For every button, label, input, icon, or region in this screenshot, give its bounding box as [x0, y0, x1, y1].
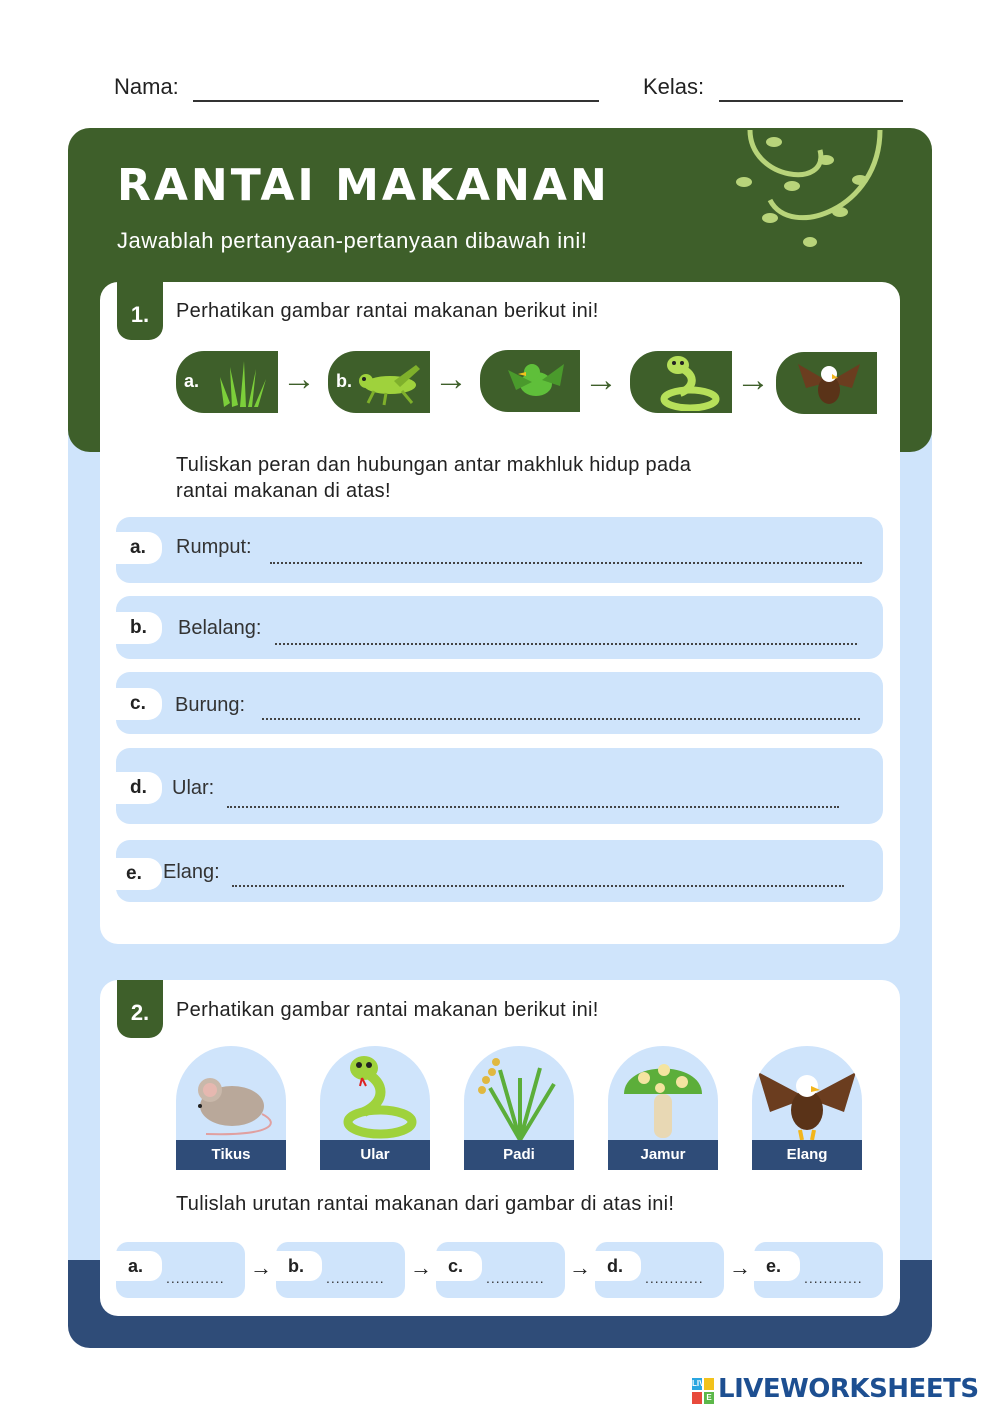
logo-tile-e: E	[704, 1392, 714, 1404]
answer-input-b[interactable]	[275, 643, 857, 645]
order-arrow: →	[729, 1255, 751, 1280]
answer-input-a[interactable]	[270, 562, 862, 564]
order-answer-letter: a.	[116, 1251, 162, 1281]
rice-plant-icon	[470, 1048, 568, 1140]
chain-arrow: →	[282, 360, 316, 398]
chain-item-eagle	[776, 352, 877, 414]
answer-row-letter: e.	[116, 858, 162, 890]
order-answer-letter: d.	[595, 1251, 641, 1281]
question-2-number: 2.	[117, 980, 163, 1038]
answer-row-label: Ular:	[172, 777, 215, 799]
logo-tile-yellow	[704, 1378, 714, 1390]
answer-row-label: Burung:	[175, 694, 246, 716]
animal-caption: Elang	[752, 1140, 862, 1170]
grass-icon	[214, 357, 270, 409]
question-1-instruction-line1: Tuliskan peran dan hubungan antar makhluk hidup pada	[176, 454, 692, 476]
grasshopper-icon	[354, 359, 426, 407]
question-1-number: 1.	[117, 282, 163, 340]
mouse-icon	[186, 1060, 278, 1140]
question-1-prompt: Perhatikan gambar rantai makanan berikut ini!	[176, 300, 599, 322]
animal-caption: Ular	[320, 1140, 430, 1170]
logo-tile-red	[692, 1392, 702, 1404]
animal-caption: Tikus	[176, 1140, 286, 1170]
order-arrow: →	[569, 1255, 591, 1280]
order-answer-dots: ............	[645, 1270, 704, 1286]
order-arrow: →	[410, 1255, 432, 1280]
eagle-icon	[796, 358, 862, 410]
order-answer-dots: ............	[486, 1270, 545, 1286]
answer-row-label: Belalang:	[178, 617, 262, 639]
chain-arrow: →	[736, 361, 770, 399]
animal-caption: Padi	[464, 1140, 574, 1170]
answer-row-label: Rumput:	[176, 536, 252, 558]
order-answer-dots: ............	[166, 1270, 225, 1286]
animal-card-jamur	[608, 1046, 718, 1170]
chain-label-b: b.	[336, 371, 352, 391]
liveworksheets-logo-icon	[692, 1378, 714, 1404]
animal-card-padi	[464, 1046, 574, 1170]
answer-row-letter: b.	[116, 612, 162, 644]
mushroom-icon	[620, 1054, 706, 1140]
order-answer-dots: ............	[804, 1270, 863, 1286]
answer-row-letter: a.	[116, 532, 162, 564]
order-arrow: →	[250, 1255, 272, 1280]
logo-tile-l: LIV	[692, 1379, 705, 1388]
animal-card-elang	[752, 1046, 862, 1170]
answer-row-e	[116, 840, 883, 902]
name-label: Nama:	[114, 74, 179, 99]
class-input[interactable]	[719, 100, 903, 102]
order-answer-letter: c.	[436, 1251, 482, 1281]
order-answer-dots: ............	[326, 1270, 385, 1286]
animal-card-tikus	[176, 1046, 286, 1170]
chain-item-grass	[176, 351, 278, 413]
answer-input-e[interactable]	[232, 885, 844, 887]
chain-item-grasshopper	[328, 351, 430, 413]
snake-icon	[334, 1050, 418, 1140]
order-answer-letter: b.	[276, 1251, 322, 1281]
animal-caption: Jamur	[608, 1140, 718, 1170]
answer-row-label: Elang:	[163, 861, 220, 883]
eagle-icon	[756, 1062, 858, 1142]
question-2-instruction: Tulislah urutan rantai makanan dari gambar di atas ini!	[176, 1193, 675, 1215]
question-1-instruction-line2: rantai makanan di atas!	[176, 480, 391, 502]
bird-icon	[502, 356, 566, 406]
animal-card-ular	[320, 1046, 430, 1170]
chain-item-snake	[630, 351, 732, 413]
chain-arrow: →	[434, 360, 468, 398]
snake-icon	[656, 353, 720, 411]
answer-row-letter: d.	[116, 772, 162, 804]
answer-row-letter: c.	[116, 688, 162, 720]
worksheet-title: RANTAI MAKANAN	[117, 160, 610, 211]
answer-input-d[interactable]	[227, 806, 839, 808]
order-answer-letter: e.	[754, 1251, 800, 1281]
chain-item-bird	[480, 350, 580, 412]
liveworksheets-brand: LIVEWORKSHEETS	[718, 1374, 979, 1404]
name-input[interactable]	[193, 100, 599, 102]
chain-arrow: →	[584, 361, 618, 399]
class-label: Kelas:	[643, 74, 705, 99]
question-2-prompt: Perhatikan gambar rantai makanan berikut ini!	[176, 999, 599, 1021]
chain-label-a: a.	[184, 371, 200, 391]
worksheet-subtitle: Jawablah pertanyaan-pertanyaan dibawah ini!	[117, 228, 588, 253]
vine-decoration-icon	[730, 130, 890, 260]
answer-row-d	[116, 748, 883, 824]
answer-input-c[interactable]	[262, 718, 860, 720]
